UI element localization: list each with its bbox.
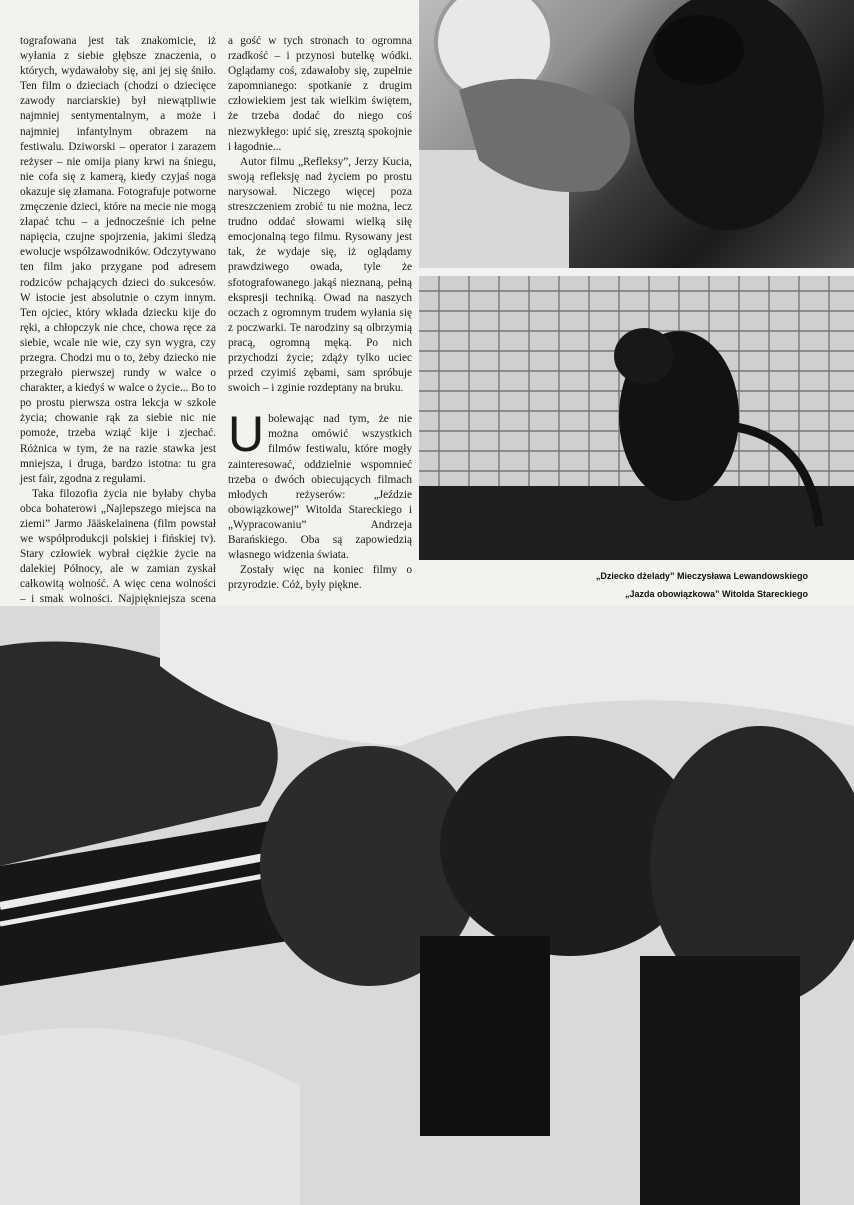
photo-caption-1: „Dziecko dżelady” Mieczysława Lewandowskiego	[595, 571, 808, 581]
paragraph: Autor filmu „Refleksy”, Jerzy Kucia, swoją refleksję nad życiem po prostu narysował. Niczego więcej poza streszczeniem zrobić tu nie można, lecz trudno oddać słowami wielką siłę emocjonalną tego filmu. Rysowany jest tak, że wydaje się, iż oglądamy prawdziwego owada, tyle że sfotografowanego jakąś nieznaną, pełną ekspresji techniką. Owad na naszych oczach z ogromnym trudem wyłania się z poczwarki. Te narodziny są olbrzymią pracą, ogromną męką. Po nich przychodzi życie; zdąży tylko uciec przed czyimiś zębami, sam spróbuje swoich – i zginie rozdeptany na bruku.	[228, 155, 412, 395]
photo-ski-race	[0, 606, 854, 1205]
photo-monkey-cage	[419, 276, 854, 560]
paragraph: a gość w tych stronach to ogromna rzadkość – i przynosi butelkę wódki. Oglądamy coś, zdawałoby się, zupełnie zapomnianego: spotkanie z drugim człowiekiem jest tak wielkim świętem, że trzeba dodać do niego coś niezwykłego: upić się, zresztą spokojnie i łagodnie...	[228, 35, 412, 153]
text-column-1	[20, 34, 216, 623]
photo-caption-2: „Jazda obowiązkowa” Witolda Stareckiego	[625, 589, 808, 599]
paragraph: tografowana jest tak znakomicie, iż wyłania z siebie głębsze znaczenia, o których, wydawałoby się, ani jej się śniło. Ten film o dzieciach (chodzi o dziecięce zawody narciarskie) był niewątpliwie najmniej sentymentalnym, a może i najmniej infantylnym obrazem na festiwalu. Dziworski – operator i zarazem reżyser – nie omija piany krwi na śniegu, nie cofa się z kamerą, kiedy czyjaś noga okazuje się złamana. Fotografuje potworne zmęczenie dzieci, które na mecie nie mogą złapać tchu – a jednocześnie ich pełne napięcia, czujne spojrzenia, jakimi śledzą ewolucje współzawodników. Odczytywano ten film jako przygane pod adresem rodziców pchających dzieci do sukcesów. W istocie jest absolutnie o czym innym. Ten ojciec, który wkłada dziecku kije do ręki, a chłopczyk nie chce, chowa ręce za siebie, wcale nie wie, czy syn wygra, czy przegra. Chodzi mu o to, żeby dziecko nie przegrało pierwszej rundy w walce o charakter, a kiedyś w walce o życie... Bo to po prostu pierwsza ostra lekcja w szkole życia; chowanie rąk za siebie nic nie pomoże, trzeba wziąć kije i zjechać. Różnica w tym, że na razie stawka jest mniejsza, i druga, bardzo istotna: tu gra jest fair, zgodna z regułami.	[20, 35, 216, 485]
photo-monkey-feeding-image	[419, 0, 854, 268]
text-column-2	[228, 34, 412, 637]
photo-monkey-feeding	[419, 0, 854, 268]
photo-monkey-cage-image	[419, 276, 854, 560]
paragraph: Taka filozofia życia nie byłaby chyba obca bohaterowi „Najlepszego miejsca na ziemi” Jarmo Jääskelainena (film powstał we współprodukcji polskiej i fińskiej tv). Stary człowiek wybrał ciężkie życie na dalekiej Północy, ale w zamian zyskał całkowitą wolność. A więc cena wolności – i smak wolności. Najpiękniejsza scena	[20, 487, 216, 606]
paragraph: Zostały więc na koniec filmy o przyrodzie. Cóż, były piękne.	[228, 564, 412, 592]
paragraph-dropcap	[228, 406, 412, 563]
paragraph-text: bolewając nad tym, że nie można omówić wszystkich filmów festiwalu, które mogły zainteresować, oddzielnie wspomnieć trzeba o dwóch obiecujących filmach młodych reżyserów: „Jeździe obowiązkowej” Witolda Stareckiego i „Wypracowaniu” Andrzeja Barańskiego. Oba są zapowiedzią własnego widzenia świata.	[228, 413, 412, 562]
photo-ski-race-image	[0, 606, 854, 1205]
drop-cap: U	[228, 406, 265, 463]
